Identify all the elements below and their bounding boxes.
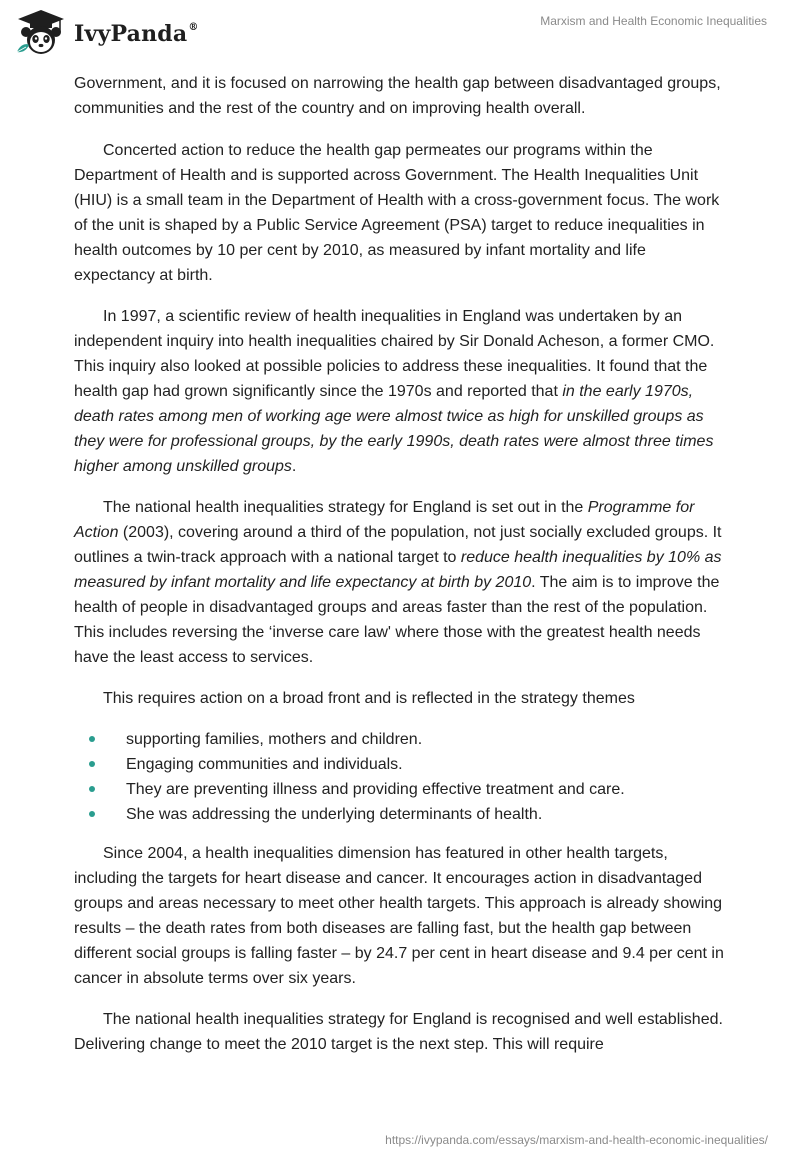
paragraph: The national health inequalities strategy for England is recognised and well established. Delivering change to meet the 2010 target is the next step. This will require (74, 1011, 723, 1053)
paragraph: Government, and it is focused on narrowing the health gap between disadvantaged groups, communities and the rest of the country and on improving health overall. (74, 75, 721, 117)
quoted-finding: in the early 1970s, death rates among men of working age were almost twice as high for unskilled groups as they were for professional groups, by the early 1990s, death rates were almost three times higher among unskilled groups (74, 383, 714, 475)
document-title: Marxism and Health Economic Inequalities (540, 14, 767, 28)
bullet-icon (89, 811, 95, 817)
list-item (74, 777, 726, 802)
paragraph: Concerted action to reduce the health gap permeates our programs within the Department of Health and is supported across Government. The Health Inequalities Unit (HIU) is a small team in the Department of Health with a cross-government focus. The work of the unit is shaped by a Public Service Agreement (PSA) target to reduce inequalities in health outcomes by 10 per cent by 2010, as measured by infant mortality and life expectancy at birth. (74, 142, 720, 284)
national-target: reduce health inequalities by 10% as measured by infant mortality and life expectancy at birth by 2010 (74, 549, 722, 591)
essay-body (74, 71, 726, 1073)
bullet-icon (89, 736, 95, 742)
ivypanda-logo[interactable] (14, 8, 199, 58)
paragraph: Since 2004, a health inequalities dimension has featured in other health targets, including the targets for heart disease and cancer. It encourages action in disadvantaged groups and areas necessary to meet other health targets. This approach is already showing results – the death rates from both diseases are falling fast, but the health gap between different social groups is falling faster – by 24.7 per cent in heart disease and 9.4 per cent in cancer in absolute terms over six years. (74, 845, 724, 987)
panda-graduate-icon (14, 8, 68, 58)
text-run: (2003), covering around a third of the population, not just socially excluded groups. It outlines a twin-track approach with a national target to (74, 524, 722, 566)
page-header (0, 0, 800, 70)
paragraph: This requires action on a broad front and is reflected in the strategy themes (103, 690, 635, 707)
brand-name: IvyPanda® (74, 21, 199, 47)
text-run: The national health inequalities strategy for England is set out in the (103, 499, 588, 516)
list-item-text: Engaging communities and individuals. (126, 756, 403, 773)
bullet-icon (89, 786, 95, 792)
list-item-text: She was addressing the underlying determinants of health. (126, 806, 543, 823)
list-item-text: They are preventing illness and providing effective treatment and care. (126, 781, 625, 798)
paragraph (74, 495, 726, 670)
text-run: . (291, 458, 297, 475)
list-item-text: supporting families, mothers and children. (126, 731, 423, 748)
text-run: In 1997, a scientific review of health inequalities in England was undertaken by an independent inquiry into health inequalities chaired by Sir Donald Acheson, a former CMO. This inquiry also looked at possible policies to address these inequalities. It found that the health gap had grown significantly since the 1970s and reported that (74, 308, 715, 400)
strategy-themes-list (74, 727, 726, 827)
list-item (74, 802, 726, 827)
bullet-icon (89, 761, 95, 767)
text-run: . The aim is to improve the health of people in disadvantaged groups and areas faster than the rest of the population. This includes reversing the ‘inverse care law' where those with the greatest health needs have the least access to services. (74, 574, 720, 666)
registered-mark: ® (188, 21, 199, 33)
paragraph (74, 304, 726, 479)
source-url[interactable]: https://ivypanda.com/essays/marxism-and-health-economic-inequalities/ (385, 1133, 768, 1147)
list-item (74, 727, 726, 752)
publication-title: Programme for Action (74, 499, 695, 541)
list-item (74, 752, 726, 777)
